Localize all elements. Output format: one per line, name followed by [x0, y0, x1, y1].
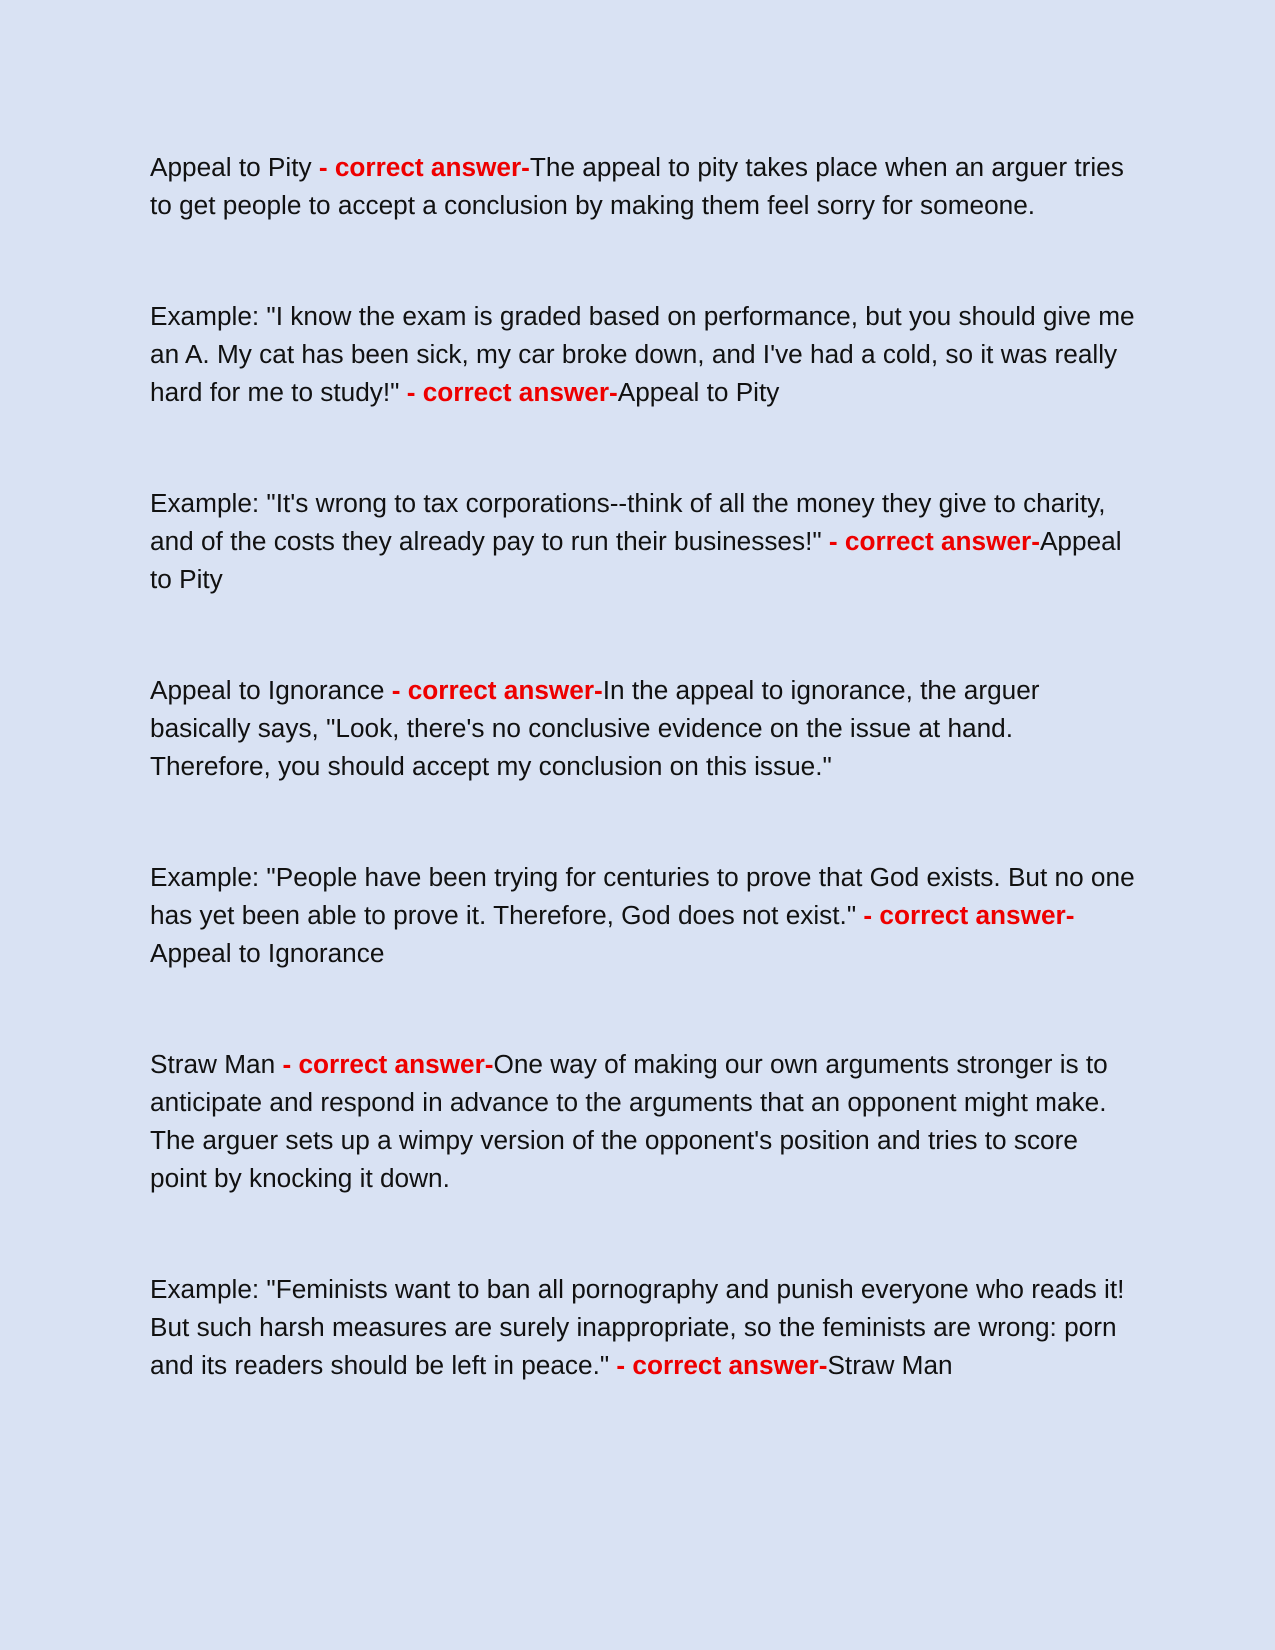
question-text: Example: "Feminists want to ban all pornography and punish everyone who reads it! But such harsh measures are surely inappropriate, so the feminists are wrong: porn and its readers should be left in peace."	[150, 1274, 1125, 1380]
question-text: Appeal to Ignorance	[150, 675, 385, 705]
correct-answer-marker: - correct answer-	[384, 675, 603, 705]
qa-item-example-tax	[150, 484, 1140, 598]
answer-text: Appeal to Pity	[150, 526, 1122, 594]
answer-text: One way of making our own arguments stronger is to anticipate and respond in advance to the arguments that an opponent might make. The arguer sets up a wimpy version of the opponent's position and tries to score point by knocking it down.	[150, 1049, 1108, 1193]
correct-answer-marker: - correct answer-	[275, 1049, 494, 1079]
question-text: Appeal to Pity	[150, 152, 312, 182]
question-text: Straw Man	[150, 1049, 276, 1079]
question-text: Example: "It's wrong to tax corporations--think of all the money they give to charity, and of the costs they already pay to run their businesses!"	[150, 488, 1106, 556]
answer-text: Straw Man	[827, 1350, 953, 1380]
answer-text: The appeal to pity takes place when an arguer tries to get people to accept a conclusion by making them feel sorry for someone.	[150, 152, 1124, 220]
answer-text: Appeal to Pity	[617, 377, 780, 407]
correct-answer-marker: - correct answer-	[399, 377, 618, 407]
answer-text: In the appeal to ignorance, the arguer basically says, "Look, there's no conclusive evidence on the issue at hand. Therefore, you should accept my conclusion on this issue."	[150, 675, 1040, 781]
correct-answer-marker: - correct answer-	[311, 152, 530, 182]
qa-item-example-exam	[150, 297, 1140, 411]
qa-item-example-feminists	[150, 1270, 1140, 1384]
correct-answer-marker: - correct answer-	[821, 526, 1040, 556]
qa-item-straw-man	[150, 1045, 1140, 1197]
qa-item-appeal-to-ignorance	[150, 671, 1140, 785]
answer-text: Appeal to Ignorance	[150, 938, 385, 968]
qa-item-appeal-to-pity	[150, 148, 1140, 224]
document-page	[150, 148, 1140, 1457]
qa-item-example-god	[150, 858, 1140, 972]
correct-answer-marker: - correct answer-	[609, 1350, 828, 1380]
question-text: Example: "I know the exam is graded based on performance, but you should give me an A. My cat has been sick, my car broke down, and I've had a cold, so it was really hard for me to study!"	[150, 301, 1135, 407]
question-text: Example: "People have been trying for centuries to prove that God exists. But no one has yet been able to prove it. Therefore, God does not exist."	[150, 862, 1135, 930]
correct-answer-marker: - correct answer-	[856, 900, 1075, 930]
